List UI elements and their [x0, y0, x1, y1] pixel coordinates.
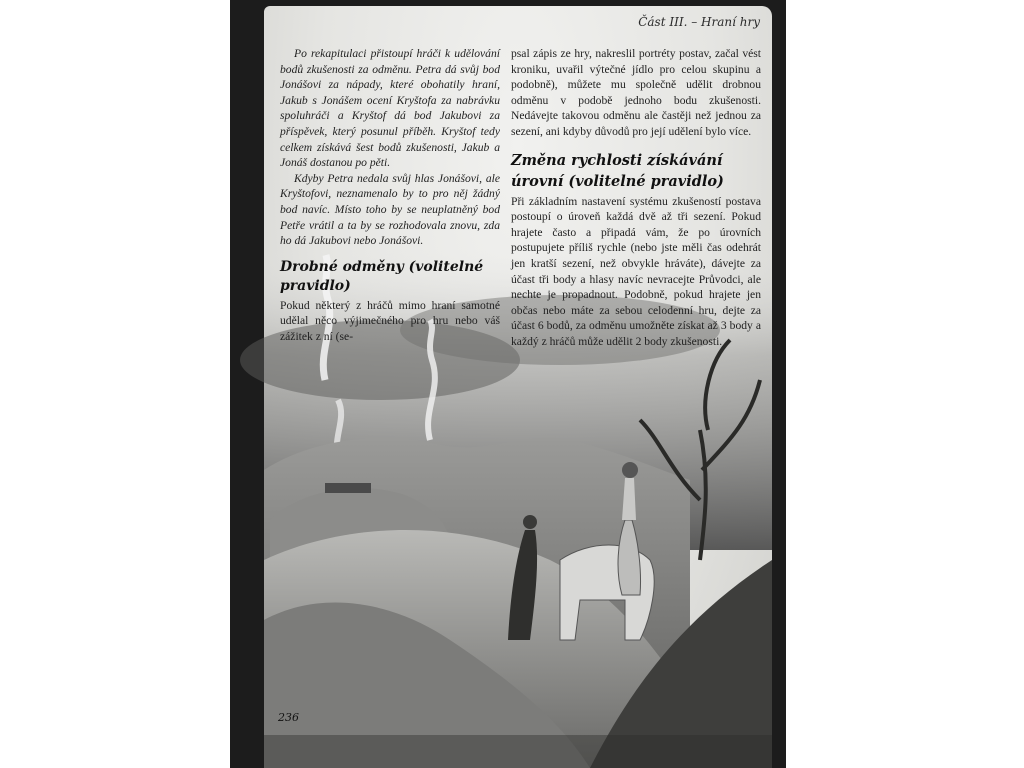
right-column	[511, 46, 761, 350]
page-number: 236	[278, 711, 299, 724]
level-speed-text: Při základním nastavení systému zkušeností postava postoupí o úroveň každá dvě až tři sezení. Pokud hrajete často a připadá vám, že po úrovních postupujete příliš rychle (nebo jste měli čas odehrát jen kratší sezení, než obvykle hráváte), dávejte za účast tři body a hlasy navíc nevracejte Průvodci, ale nechte je propadnout. Podobně, pokud hrajete jen občas nebo máte za sebou celodenní hru, dejte za účast 6 bodů, za odměnu umožněte získat až 3 body a každý z hráčů může udělit 2 body zkušenosti.	[511, 194, 761, 348]
second-paragraph: Kdyby Petra nedala svůj hlas Jonášovi, ale Kryštofovi, neznamenalo by to pro něj žádný bod navíc. Místo toho by se neuplatněný bod Petře vrátil a ta by se rozhodovala znovu, zda ho dá Jakubovi nebo Jonášovi.	[280, 171, 500, 248]
section-heading-level-speed: Změna rychlosti získávání úrovní (volitelné pravidlo)	[511, 151, 724, 190]
chapter-header: Část III. – Hraní hry	[638, 15, 760, 29]
left-column	[280, 46, 500, 345]
small-rewards-text: Pokud některý z hráčů mimo hraní samotné udělal něco výjimečného pro hru nebo váš zážitek z ní (se-	[280, 298, 500, 343]
continuation-paragraph: psal zápis ze hry, nakreslil portréty postav, začal vést kroniku, uvařil výtečné jídlo pro celou skupinu a podobně), můžete mu společně udělit drobnou odměnu v podobě jednoho bodu zkušenosti. Nedávejte takovou odměnu ale častěji než jednou za sezení, ani kdyby důvodů pro její udělení bylo více.	[511, 47, 761, 138]
section-heading-small-rewards: Drobné odměny (volitelné pravidlo)	[280, 258, 484, 294]
intro-paragraph: Po rekapitulaci přistoupí hráči k udělování bodů zkušenosti za odměnu. Petra dá svůj bod Jonášovi za nápady, které obohatily hraní, Jakub s Jonášem ocení Kryštofa za nabrávku spoluhráči a Kryštof dá bod Jakubovi za příspěvek, který posunul příběh. Kryštof tedy celkem získává šest bodů zkušenosti, Jakub a Jonáš dostanou po pěti.	[280, 47, 500, 170]
book-page	[230, 0, 786, 768]
